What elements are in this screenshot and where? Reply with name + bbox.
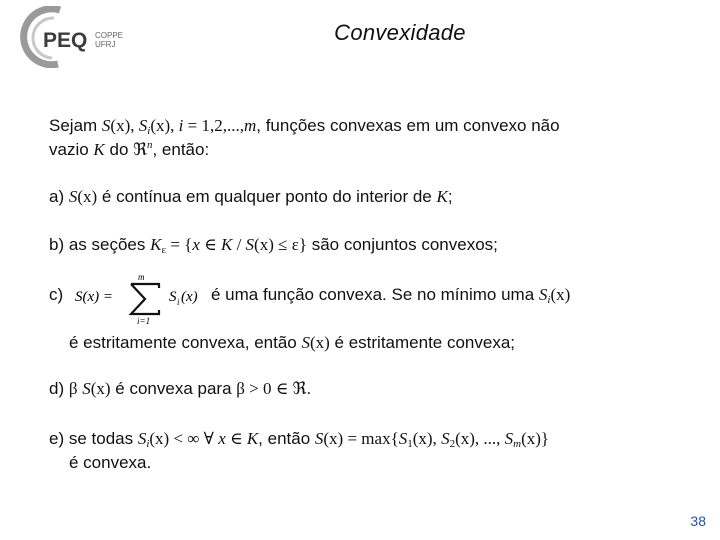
sum-lower-limit: i=1 — [137, 316, 151, 324]
slide-title: Convexidade — [334, 20, 466, 45]
sum-upper-limit: m — [138, 272, 145, 282]
sum-term: S — [169, 289, 177, 305]
sum-lhs: S(x) = — [75, 289, 114, 305]
item-a: a) S(x) é contínua em qualquer ponto do interior de K; — [49, 187, 453, 206]
item-c-line-2: é estritamente convexa, então S(x) é estritamente convexa; — [69, 333, 516, 352]
sum-formula — [73, 268, 213, 324]
item-d: d) β S(x) é convexa para β > 0 ∈ ℜ. — [49, 379, 312, 398]
sum-term-arg: (x) — [181, 289, 198, 305]
item-c-lead: c) — [49, 285, 64, 304]
intro-line-2: vazio K do ℜ$^n$, então: — [49, 139, 210, 159]
sum-term-subscript: i — [177, 297, 180, 307]
intro-line-1: Sejam S(x), $S_i(x)$, i = 1,2,...,m, funções convexas em um convexo não — [49, 116, 560, 137]
item-c-line-1: é uma função convexa. Se no mínimo uma $S_i(x)$ — [211, 285, 571, 306]
item-e-line-2: é convexa. — [69, 453, 152, 472]
item-e-line-1: e) se todas $S_i(x)$ < ∞ ∀ x ∈ K, então $S(x) = \max\{S_1(x)$, $S_2(x)$, ..., $S_m(x)$} — [49, 429, 550, 450]
logo-subtext-top: COPPE — [95, 31, 124, 40]
page-number: 38 — [690, 513, 706, 529]
item-b: b) as seções $K_\varepsilon = \{x$ ∈ K / S(x) ≤ ε} são conjuntos convexos; — [49, 235, 498, 256]
logo-text: PEQ — [43, 29, 88, 52]
logo-subtext-bottom: UFRJ — [95, 40, 116, 49]
